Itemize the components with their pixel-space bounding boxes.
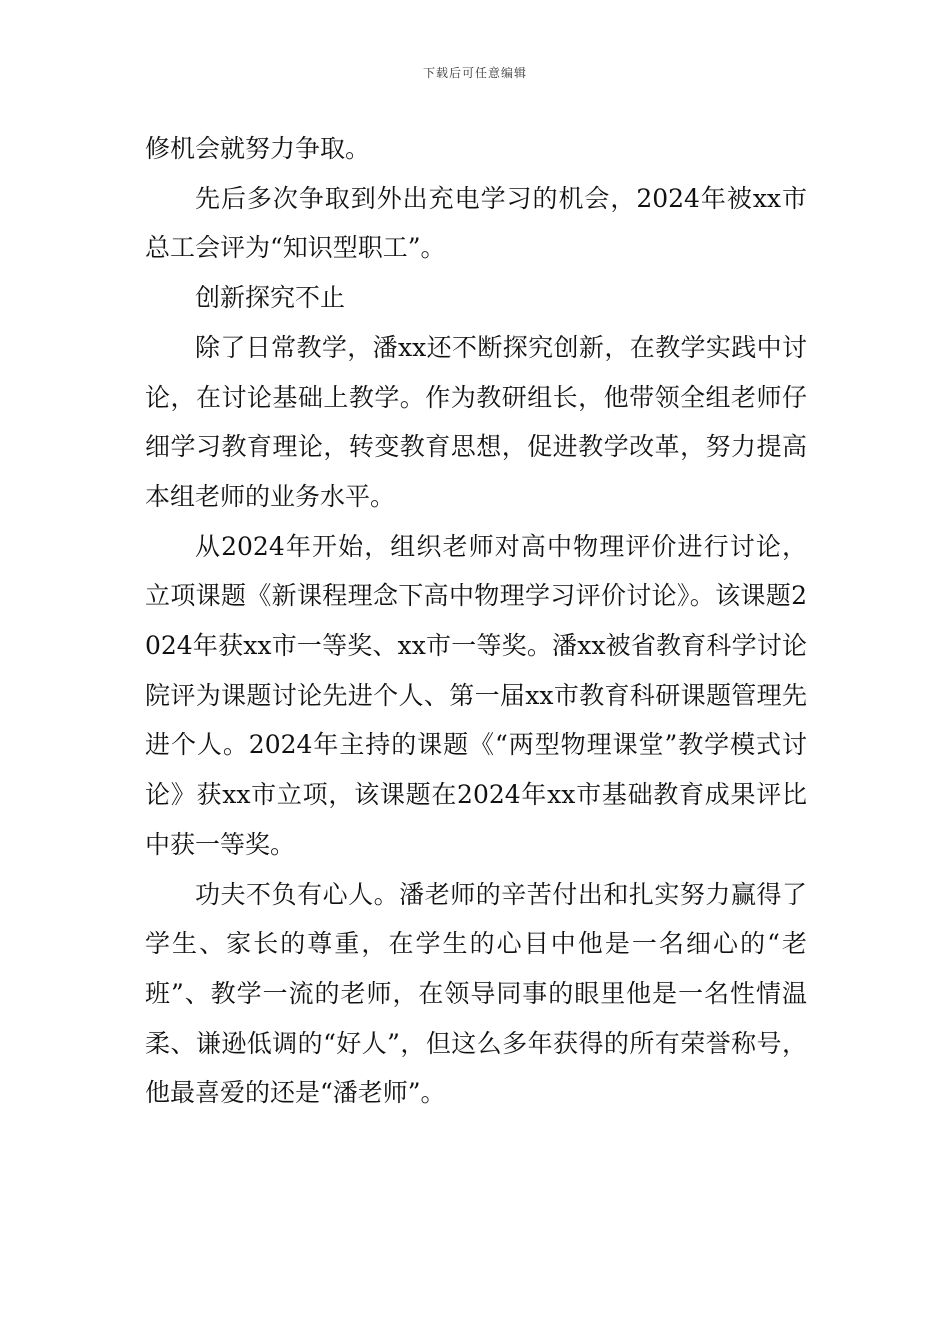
paragraph-conclusion: 功夫不负有心人。潘老师的辛苦付出和扎实努力赢得了学生、家长的尊重，在学生的心目中他是一名细心的“老班”、教学一流的老师，在领导同事的眼里他是一名性情温柔、谦逊低调的“好人”，但这么多年获得的所有荣誉称号，他最喜爱的还是“潘老师”。 [145,879,807,1108]
paragraph-continuation: 修机会就努力争取。 [145,134,371,163]
document-body [145,124,807,1118]
page-header: 下载后可任意编辑 [422,66,527,80]
section-heading-innovation: 创新探究不止 [195,283,346,313]
paragraph-training: 先后多次争取到外出充电学习的机会，2024年被xx市总工会评为“知识型职工”。 [145,183,807,263]
paragraph-research: 除了日常教学，潘xx还不断探究创新，在教学实践中讨论，在讨论基础上教学。作为教研组长，他带领全组老师仔细学习教育理论，转变教育思想，促进教学改革，努力提高本组老师的业务水平。 [145,332,807,511]
paragraph-project: 从2024年开始，组织老师对高中物理评价进行讨论，立项课题《新课程理念下高中物理学习评价讨论》。该课题2024年获xx市一等奖、xx市一等奖。潘xx被省教育科学讨论院评为课题讨论先进个人、第一届xx市教育科研课题管理先进个人。2024年主持的课题《“两型物理课堂”教学模式讨论》获xx市立项，该课题在2024年xx市基础教育成果评比中获一等奖。 [145,531,807,859]
